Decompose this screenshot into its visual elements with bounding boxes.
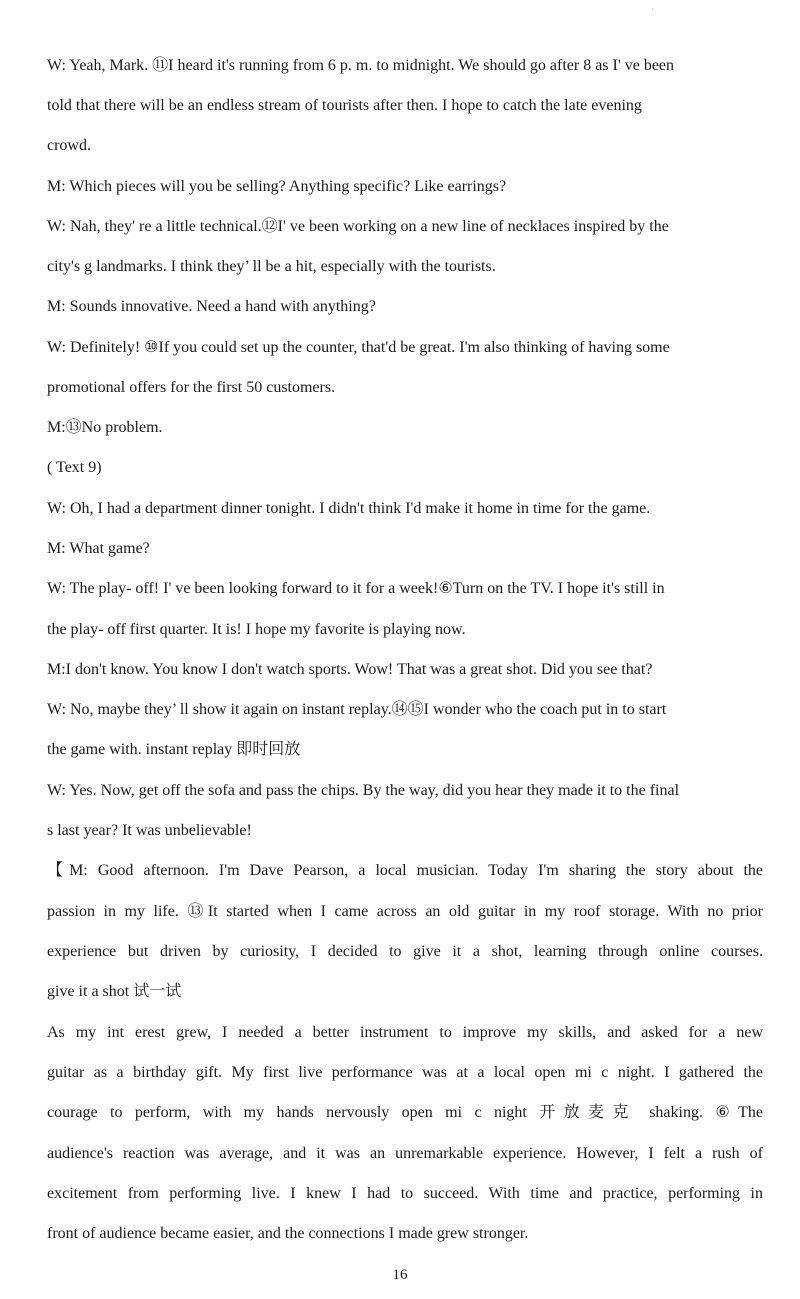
text-line: M: What game? <box>47 540 150 557</box>
text-line: crowd. <box>47 137 91 154</box>
text-line: W: Oh, I had a department dinner tonight. I didn't think I'd make it home in time for the game. <box>47 500 651 517</box>
text-line: front of audience became easier, and the connections I made grew stronger. <box>47 1225 529 1242</box>
text-line: M:⑬No problem. <box>47 419 163 436</box>
text-line: W: Yeah, Mark. ⑪I heard it's running from 6 p. m. to midnight. We should go after 8 as I' ve been <box>47 57 675 74</box>
text-line: W: Yes. Now, get off the sofa and pass the chips. By the way, did you hear they made it to the final <box>47 782 680 799</box>
text-line: excitement from performing live. I knew I had to succeed. With time and practice, performing in <box>47 1185 763 1202</box>
text-line: M:I don't know. You know I don't watch sports. Wow! That was a great shot. Did you see that? <box>47 661 653 678</box>
text-line: W: Definitely! ⑩If you could set up the counter, that'd be great. I'm also thinking of having some <box>47 339 670 356</box>
text-line: guitar as a birthday gift. My first live performance was at a local open mi c night. I gathered the <box>47 1064 763 1081</box>
text-line: M: Which pieces will you be selling? Anything specific? Like earrings? <box>47 178 507 195</box>
text-line: promotional offers for the first 50 customers. <box>47 379 336 396</box>
text-line: the game with. instant replay 即时回放 <box>47 741 301 758</box>
text-line: city's g landmarks. I think they’ ll be a hit, especially with the tourists. <box>47 258 496 275</box>
text-line: W: Nah, they' re a little technical.⑫I' ve been working on a new line of necklaces inspired by the <box>47 218 669 235</box>
text-line: 【M: Good afternoon. I'm Dave Pearson, a local musician. Today I'm sharing the story about the <box>47 862 763 879</box>
text-line: give it a shot 试一试 <box>47 983 182 1000</box>
text-line: As my int erest grew, I needed a better instrument to improve my skills, and asked for a new <box>47 1024 763 1041</box>
text-line: M: Sounds innovative. Need a hand with anything? <box>47 298 376 315</box>
text-line: passion in my life. ⑬It started when I came across an old guitar in my roof storage. With no prior <box>47 903 763 920</box>
text-line: audience's reaction was average, and it was an unremarkable experience. However, I felt a rush of <box>47 1145 763 1162</box>
section-heading: ( Text 9) <box>47 459 102 476</box>
text-line: experience but driven by curiosity, I decided to give it a shot, learning through online courses. <box>47 943 763 960</box>
text-line: W: The play- off! I' ve been looking forward to it for a week!⑥Turn on the TV. I hope it's still in <box>47 580 665 597</box>
text-line: the play- off first quarter. It is! I hope my favorite is playing now. <box>47 621 466 638</box>
text-line: s last year? It was unbelievable! <box>47 822 252 839</box>
text-line: courage to perform, with my hands nervously open mi c night 开放麦克 shaking. ⑥The <box>47 1104 763 1121</box>
text-line: told that there will be an endless stream of tourists after then. I hope to catch the late evening <box>47 97 642 114</box>
corner-mark: · <box>651 5 654 14</box>
page-number: 16 <box>392 1267 408 1283</box>
text-line: W: No, maybe they’ ll show it again on instant replay.⑭⑮I wonder who the coach put in to start <box>47 701 667 718</box>
